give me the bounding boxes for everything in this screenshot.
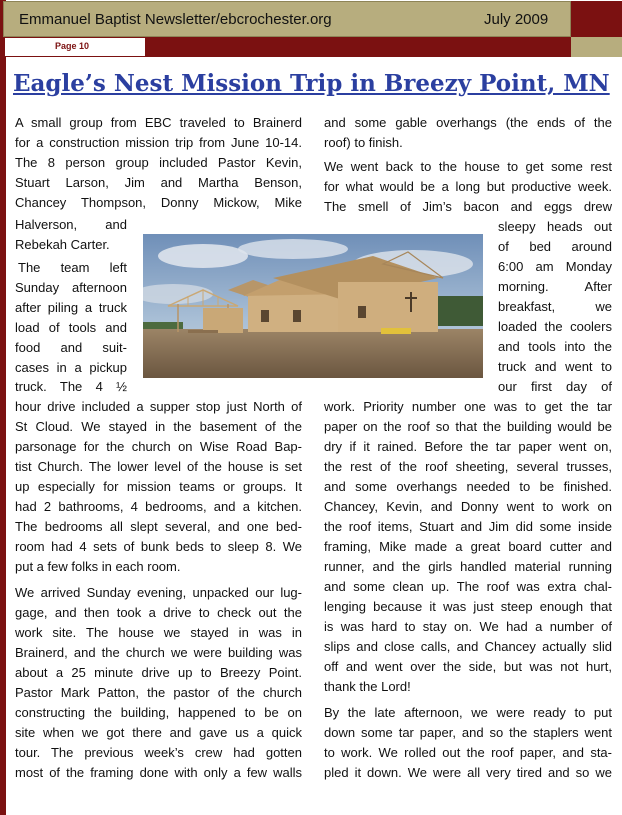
text-line: A small group from EBC traveled to Brainerd	[15, 115, 302, 130]
text-line: our first day of	[498, 379, 612, 394]
text-line: parsonage for the church on Wise Road Bap-	[15, 439, 302, 454]
text-line: morning. After	[498, 279, 612, 294]
text-line: Stuart Larson, Jim and Martha Benson,	[15, 175, 302, 190]
text-line: framing, Mike made a great board cutter and	[324, 539, 612, 554]
text-line: runner, and the girls handled material running	[324, 559, 612, 574]
text-line: up especially for mission teams or groups. It	[15, 479, 302, 494]
text-line: Rebekah Carter.	[15, 237, 110, 252]
text-line: hour drive included a supper stop just North of	[15, 399, 302, 414]
text-line: constructing the building, happened to be on	[15, 705, 302, 720]
newsletter-title: Emmanuel Baptist Newsletter/ebcrochester.org	[19, 11, 332, 28]
text-line: work. Priority number one was to get the tar	[324, 399, 612, 414]
text-line: for what would be a long but productive week.	[324, 179, 612, 194]
page-bar-corner-block	[571, 37, 622, 57]
text-line: the roof items, Stuart and Jim did some inside	[324, 519, 612, 534]
church-construction-photo	[143, 234, 483, 378]
text-line: lenging because it was just steep enough that	[324, 599, 612, 614]
text-line: and some clean up. The roof was extra chal-	[324, 579, 612, 594]
text-line: sleepy heads out	[498, 219, 612, 234]
text-line: is was hard to stay on. We had a number of	[324, 619, 612, 634]
text-line: and tools into the	[498, 339, 612, 354]
text-line: 6:00 am Monday	[498, 259, 612, 274]
text-line: Pastor Mark Patton, the pastor of the church	[15, 685, 302, 700]
text-line: Halverson, and	[15, 217, 127, 232]
text-line: most of the framing done with only a few walls	[15, 765, 302, 780]
left-accent-bar	[0, 0, 6, 815]
text-line: for a construction mission trip from June 10-14.	[15, 135, 302, 150]
text-line: We went back to the house to get some rest	[324, 159, 612, 174]
text-line: about a 25 minute drive up to Breezy Point.	[15, 665, 302, 680]
text-line: site when we got there and gave us a quick	[15, 725, 302, 740]
text-line: load of tools and	[15, 320, 127, 335]
text-line: after piling a truck	[15, 300, 127, 315]
text-line: truck and went to	[498, 359, 612, 374]
text-line: roof) to finish.	[324, 135, 403, 150]
text-line: of bed around	[498, 239, 612, 254]
text-line: Chancey Thompson, Donny Mickow, Mike	[15, 195, 302, 210]
text-line: put a few folks in each room.	[15, 559, 181, 574]
text-line: room had 4 sets of bunk beds to sleep 8. We	[15, 539, 302, 554]
text-line: and some overhangs needed to be finished.	[324, 479, 612, 494]
text-line: food and suit-	[15, 340, 127, 355]
text-line: Brainerd, and the church we were building was	[15, 645, 302, 660]
text-line: The smell of Jim’s bacon and eggs drew	[324, 199, 612, 214]
text-line: had 2 bathrooms, 4 bedrooms, and a kitchen.	[15, 499, 302, 514]
text-line: The 8 person group included Pastor Kevin,	[15, 155, 302, 170]
text-line: Sunday afternoon	[15, 280, 127, 295]
text-line: gage, and then took a drive to check out the	[15, 605, 302, 620]
text-line: tist Church. The lower level of the house is set	[15, 459, 302, 474]
text-line: to work. We rolled out the roof paper, and sta-	[324, 745, 612, 760]
text-line: down some tar paper, and so the staplers went	[324, 725, 612, 740]
text-line: and some gable overhangs (the ends of the	[324, 115, 612, 130]
article-headline: Eagle’s Nest Mission Trip in Breezy Point, MN	[13, 70, 610, 97]
text-line: loaded the coolers	[498, 319, 612, 334]
header-band	[3, 1, 571, 37]
text-line: breakfast, we	[498, 299, 612, 314]
issue-date: July 2009	[484, 11, 549, 28]
text-line: off and went over the side, but was not hurt,	[324, 659, 612, 674]
text-line: work site. The house we stayed in was in	[15, 625, 302, 640]
header-corner-block	[571, 1, 622, 37]
text-line: the rest of the roof sheeting, several trusses,	[324, 459, 612, 474]
text-line: thank the Lord!	[324, 679, 411, 694]
text-line: By the late afternoon, we were ready to put	[324, 705, 612, 720]
text-line: St Cloud. We stayed in the basement of the	[15, 419, 302, 434]
page-number: Page 10	[55, 41, 90, 51]
text-line: dry if it rained. Before the tar paper went on,	[324, 439, 612, 454]
text-line: truck. The 4 ½	[15, 379, 127, 394]
text-line: The bedrooms all slept several, and one bed-	[15, 519, 302, 534]
text-line: paper on the roof so that the building would be	[324, 419, 612, 434]
text-line: cases in a pickup	[15, 360, 127, 375]
text-line: Chancey, Kevin, and Donny went to work on	[324, 499, 612, 514]
text-line: We arrived Sunday evening, unpacked our lug-	[15, 585, 302, 600]
text-line: tour. The previous week’s crew had gotten	[15, 745, 302, 760]
text-line: The team left	[18, 260, 127, 275]
text-line: slips and close calls, and Chancey actually slid	[324, 639, 612, 654]
text-line: pled it down. We were all very tired and so we	[324, 765, 612, 780]
